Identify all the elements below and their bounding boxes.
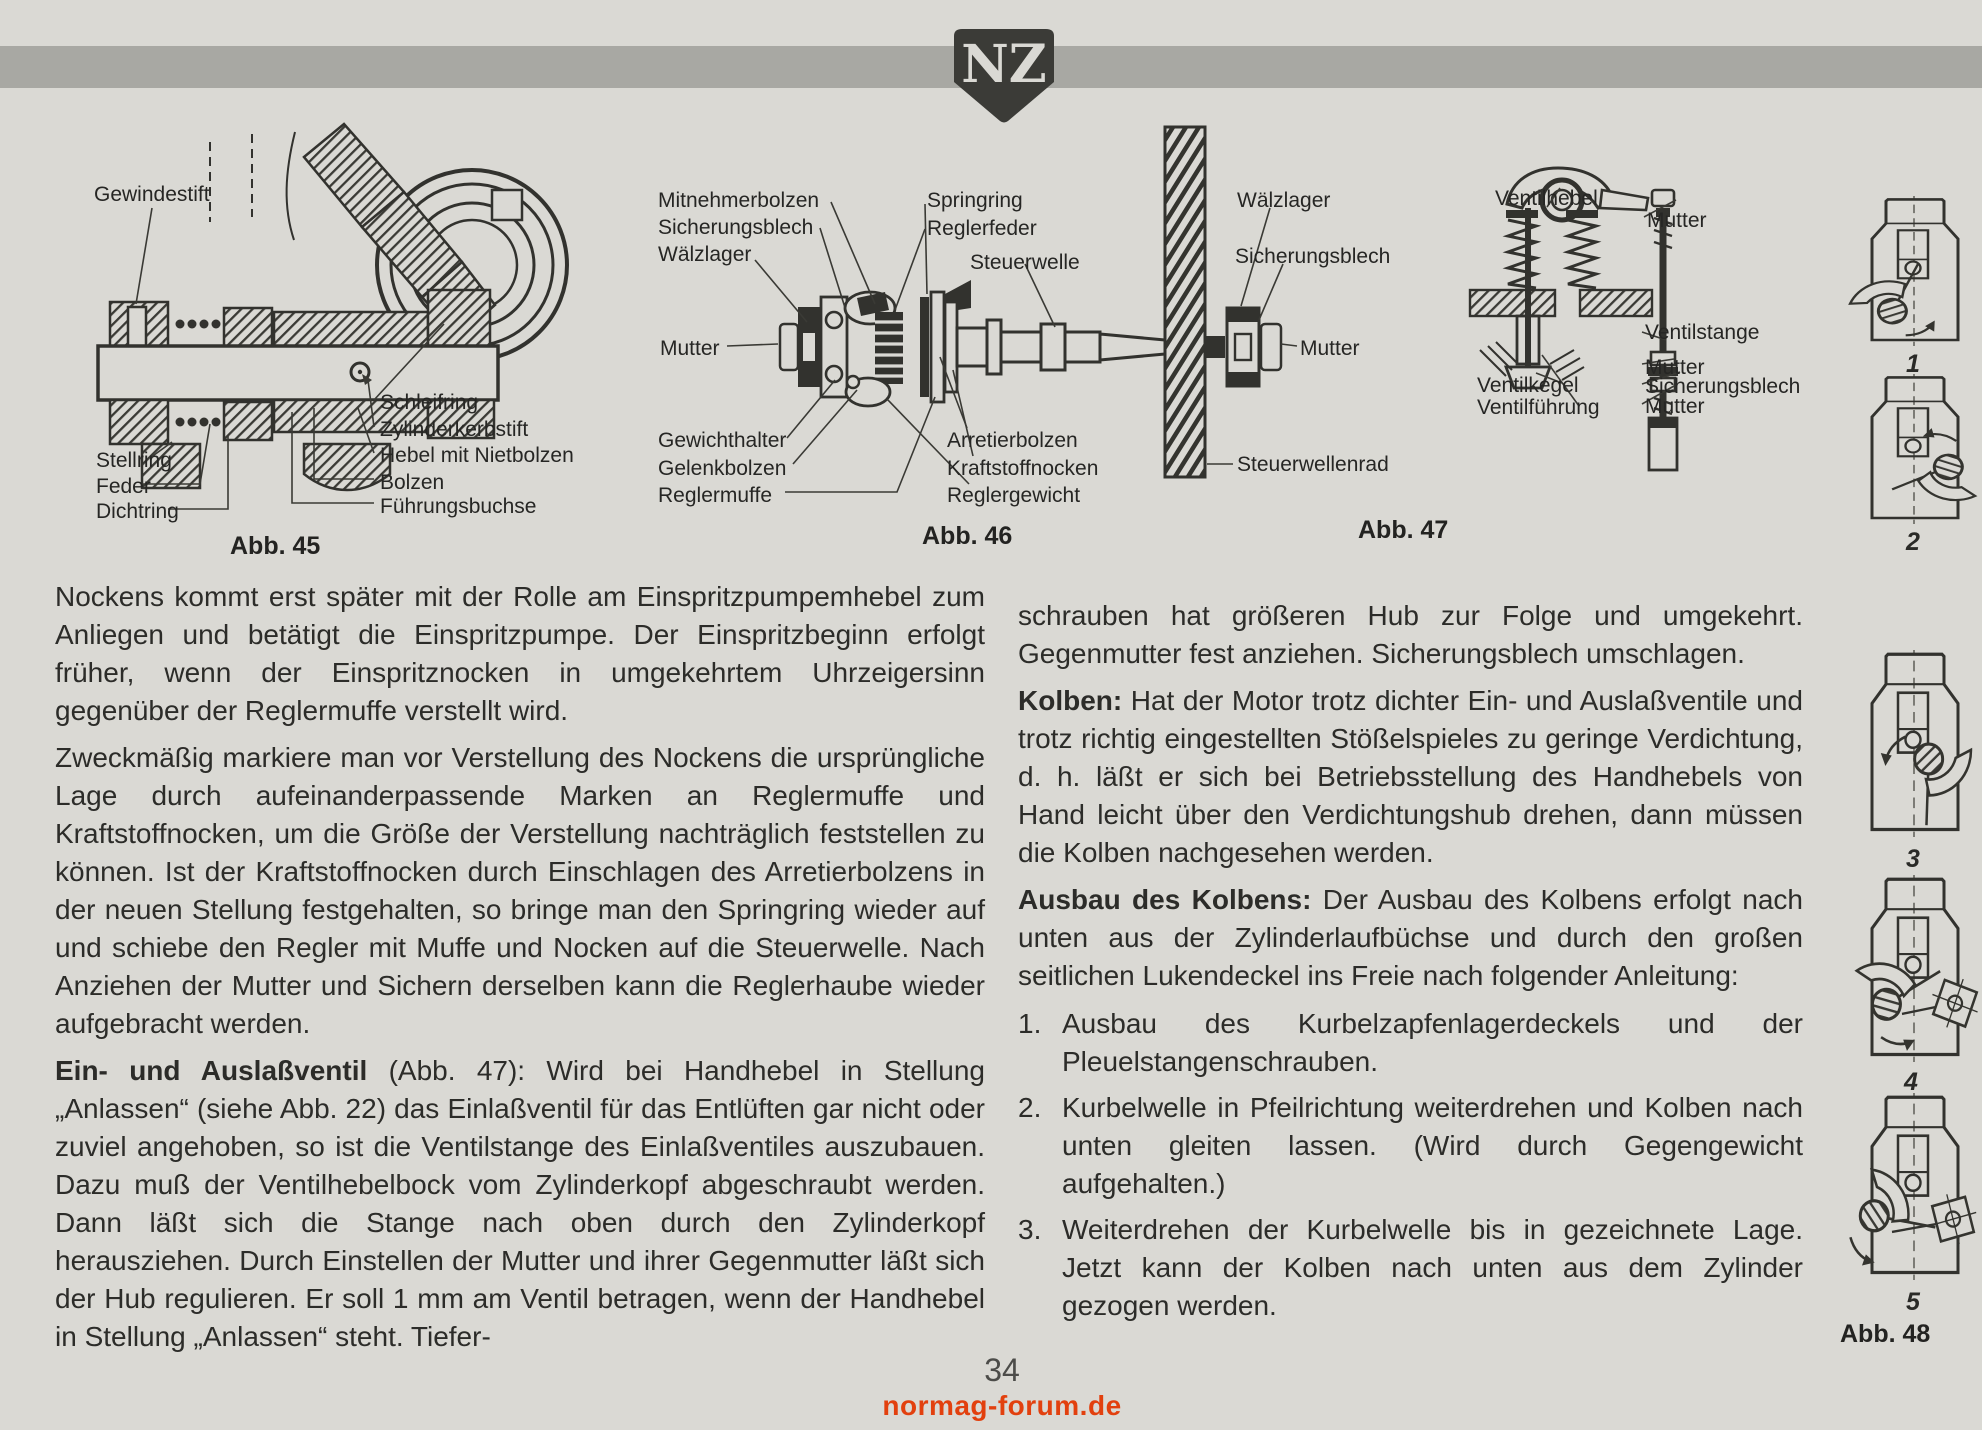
fig46-label-sicherungsblech-links: Sicherungsblech [658, 216, 814, 239]
figure-abb46 [635, 112, 1425, 562]
fig46-label-waelzlager-links: Wälzlager [658, 243, 752, 266]
list-item [1018, 1089, 1803, 1203]
fig45-caption: Abb. 45 [230, 532, 321, 560]
fig46-label-mutter-rechts: Mutter [1300, 337, 1360, 360]
fig46-label-sicherungsblech-rechts: Sicherungsblech [1235, 245, 1391, 268]
fig46-label-reglerfeder: Reglerfeder [927, 217, 1037, 240]
fig45-label-fuehrungsbuchse: Führungsbuchse [380, 495, 537, 518]
page-number: 34 [984, 1352, 1020, 1388]
figure-abb48 [1840, 190, 1982, 1370]
fig47-label-mutter-oben: Mutter [1647, 209, 1707, 232]
fig45-label-dichtring: Dichtring [96, 500, 179, 523]
left-text-column [55, 578, 985, 1365]
fig46-label-reglergewicht: Reglergewicht [947, 484, 1081, 507]
fig48-step-number-2: 2 [1906, 528, 1920, 556]
fig48-step4-drawing [1848, 875, 1982, 1062]
paragraph-lead: Ein- und Auslaßventil [55, 1055, 368, 1086]
figure-abb45 [52, 112, 612, 572]
paragraph-text: Der Ausbau des Kolbens erfolgt nach unten aus der Zylinderlaufbüchse und durch den großen seitlichen Lukendeckel ins Freie nach folgender Anleitung: [1018, 884, 1803, 991]
fig48-step-number-3: 3 [1906, 845, 1920, 873]
list-item [1018, 1005, 1803, 1081]
fig45-label-hebel-mit-nietbolzen: Hebel mit Nietbolzen [380, 444, 574, 467]
list-item [1018, 1211, 1803, 1325]
list-item-text: Kurbelwelle in Pfeilrichtung weiterdrehen und Kolben nach unten gleiten lassen. (Wird durch Gegengewicht aufgehalten.) [1062, 1092, 1803, 1199]
fig46-label-reglermuffe: Reglermuffe [658, 484, 773, 507]
fig46-label-kraftstoffnocken: Kraftstoffnocken [947, 457, 1099, 480]
list-item-text: Weiterdrehen der Kurbelwelle bis in gezeichnete Lage. Jetzt kann der Kolben nach unten aus dem Zylinder gezogen werden. [1062, 1214, 1803, 1321]
fig47-caption: Abb. 47 [1358, 516, 1449, 544]
paragraph [1018, 881, 1803, 995]
paragraph-lead: Kolben: [1018, 685, 1123, 716]
paragraph-text: (Abb. 47): Wird bei Handhebel in Stellung „Anlassen“ (siehe Abb. 22) das Einlaßventil für das Entlüften gar nicht oder zuviel angehoben, so ist die Ventilstange des Einlaßventiles auszubauen. Dazu muß der Ventilhebelbock vom Zylinderkopf abgeschraubt werden. Dann läßt sich die Stange nach oben durch den Zylinderkopf herausziehen. Durch Einstellen der Mutter und ihrer Gegenmutter läßt sich der Hub regulieren. Er soll 1 mm am Ventil betragen, wenn der Handhebel in Stellung „Anlassen“ steht. Tiefer- [55, 1055, 985, 1352]
right-text-column [1018, 597, 1803, 1333]
fig46-label-steuerwelle: Steuerwelle [970, 251, 1080, 274]
fig47-label-mutter-mitte: Mutter [1645, 356, 1705, 379]
paragraph: Nockens kommt erst später mit der Rolle am Einspritzpumpemhebel zum Anliegen und betätigt die Einspritzpumpe. Der Einspritzbeginn erfolgt früher, wenn der Einspritznocken in umgekehrtem Uhrzeigersinn gegenüber der Reglermuffe verstellt wird. [55, 581, 985, 726]
fig46-caption: Abb. 46 [922, 522, 1013, 550]
fig46-label-mitnehmerbolzen: Mitnehmerbolzen [658, 189, 820, 212]
fig48-step5-drawing [1848, 1093, 1982, 1280]
paragraph [55, 1052, 985, 1356]
list-item-number: 2. [1018, 1092, 1042, 1123]
fig47-label-ventilhebel: Ventilhebel [1495, 187, 1598, 210]
fig45-label-stellring: Stellring [96, 449, 172, 472]
fig47-label-ventilfuehrung: Ventilführung [1477, 396, 1600, 419]
fig48-step-number-4: 4 [1904, 1068, 1918, 1096]
fig45-label-zylinderkerbstift: Zylinderkerbstift [380, 418, 529, 441]
instruction-list [1018, 1005, 1803, 1325]
fig45-label-bolzen: Bolzen [380, 471, 445, 494]
paragraph: schrauben hat größeren Hub zur Folge und umgekehrt. Gegenmutter fest anziehen. Sicherungsblech umschlagen. [1018, 600, 1803, 669]
fig48-step2-drawing [1848, 374, 1982, 524]
fig47-label-mutter-unten: Mutter [1645, 395, 1705, 418]
fig47-label-ventilstange: Ventilstange [1645, 321, 1760, 344]
paragraph [1018, 682, 1803, 872]
fig48-caption: Abb. 48 [1840, 1320, 1931, 1348]
fig46-label-gelenkbolzen: Gelenkbolzen [658, 457, 787, 480]
nz-logo-text: NZ [961, 34, 1047, 95]
fig47-label-sicherungsblech: Sicherungsblech [1645, 375, 1801, 398]
fig45-label-gewindestift: Gewindestift [94, 183, 210, 206]
watermark: normag-forum.de [882, 1390, 1122, 1421]
paragraph-text: Hat der Motor trotz dichter Ein- und Auslaßventile und trotz richtig eingestellten Stößelspieles zu geringe Verdichtung, d. h. läßt er sich bei Betriebsstellung des Handhebels von Hand leicht über den Verdichtungshub drehen, dann müssen die Kolben nachgesehen werden. [1018, 685, 1803, 868]
fig45-label-schleifring: Schleifring [380, 391, 479, 414]
list-item-text: Ausbau des Kurbelzapfenlagerdeckels und der Pleuelstangenschrauben. [1062, 1008, 1803, 1077]
fig46-label-springring: Springring [927, 189, 1023, 212]
list-item-number: 3. [1018, 1214, 1042, 1245]
fig46-label-gewichthalter: Gewichthalter [658, 429, 787, 452]
figure-abb47 [1462, 112, 1810, 557]
paragraph: Zweckmäßig markiere man vor Verstellung des Nockens die ursprüngliche Lage durch aufeinanderpassende Marken an Reglermuffe und Kraftstoffnocken, um die Größe der Verstellung nachträglich feststellen zu können. Ist der Kraftstoffnocken durch Einschlagen des Arretierbolzens in der neuen Stellung festgehalten, so bringe man den Springring wieder auf und schiebe den Regler mit Muffe und Nocken auf die Steuerwelle. Nach Anziehen der Mutter und Sichern derselben kann die Reglerhaube wieder aufgebracht werden. [55, 742, 985, 1039]
nz-logo-shield [942, 26, 1066, 126]
list-item-number: 1. [1018, 1008, 1042, 1039]
fig45-label-feder: Feder [96, 475, 151, 498]
fig46-label-mutter-links: Mutter [660, 337, 720, 360]
nz-logo [942, 26, 1066, 126]
fig48-step-number-1: 1 [1906, 350, 1920, 378]
fig46-label-steuerwellenrad: Steuerwellenrad [1237, 453, 1389, 476]
fig48-step1-drawing [1848, 196, 1982, 346]
fig47-label-ventilkegel: Ventilkegel [1477, 374, 1579, 397]
paragraph-lead: Ausbau des Kolbens: [1018, 884, 1312, 915]
fig46-label-arretierbolzen: Arretierbolzen [947, 429, 1078, 452]
fig48-step-number-5: 5 [1906, 1288, 1920, 1316]
fig46-label-waelzlager-rechts: Wälzlager [1237, 189, 1331, 212]
fig48-step3-drawing [1848, 650, 1982, 837]
